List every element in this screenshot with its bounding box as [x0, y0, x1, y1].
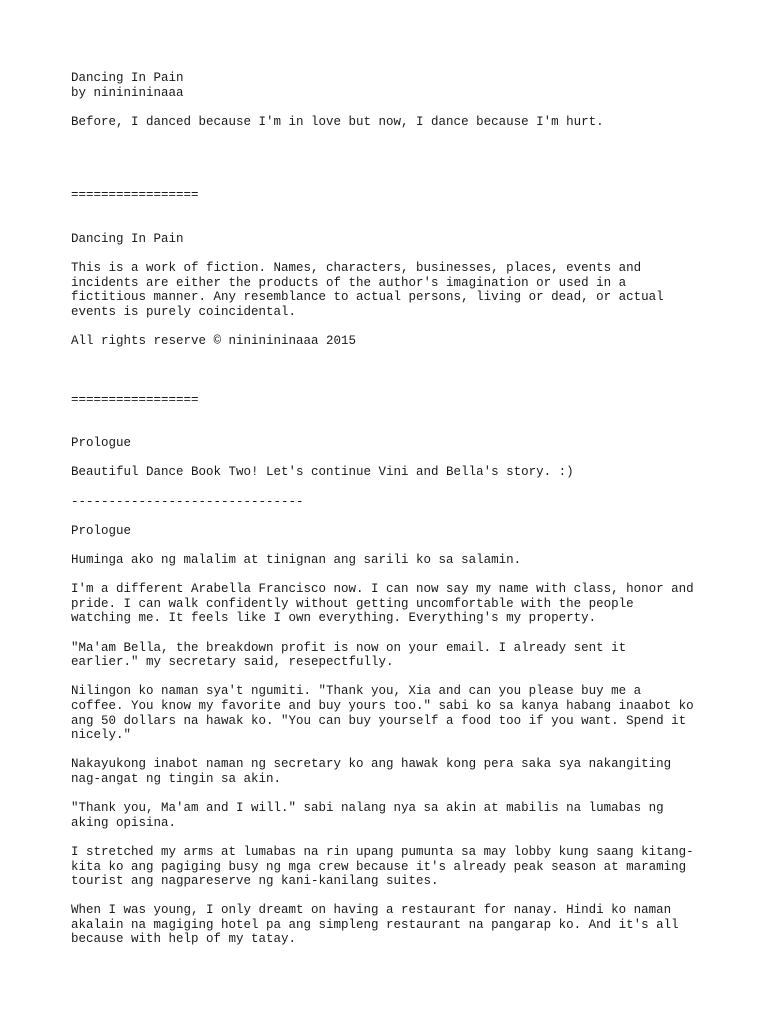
prologue-heading: Prologue — [71, 523, 132, 538]
disclaimer-line: incidents are either the products of the author's imagination or used in a — [71, 275, 627, 290]
disclaimer-paragraph — [71, 261, 728, 319]
prose-paragraph — [71, 845, 728, 889]
tagline: Before, I danced because I'm in love but now, I dance because I'm hurt. — [71, 114, 604, 129]
prose-line: Nakayukong inabot naman ng secretary ko ang hawak kong pera saka sya nakangiting — [71, 757, 672, 772]
prose-line: ang 50 dollars na hawak ko. "You can buy yourself a food too if you want. Spend it — [71, 713, 687, 728]
prose-line: nicely." — [71, 728, 132, 743]
prose-line: because with help of my tatay. — [71, 932, 297, 947]
prose-paragraph — [71, 903, 728, 947]
prose-paragraph — [71, 641, 728, 670]
prose-paragraph — [71, 553, 728, 568]
prose-paragraph — [71, 757, 728, 786]
prose-line: pride. I can walk confidently without getting uncomfortable with the people — [71, 596, 634, 611]
rights-notice: All rights reserve © nininininaaa 2015 — [71, 333, 357, 348]
prose-line: coffee. You know my favorite and buy yours too." sabi ko sa kanya habang inaabot ko — [71, 698, 694, 713]
prose-line: tourist ang nagpareserve ng kani-kanilang suites. — [71, 874, 439, 889]
prose-line: When I was young, I only dreamt on having a restaurant for nanay. Hindi ko naman — [71, 903, 672, 918]
prose-line: "Thank you, Ma'am and I will." sabi nalang nya sa akin at mabilis na lumabas ng — [71, 801, 664, 816]
prose-line: akalain na magiging hotel pa ang simpleng restaurant na pangarap ko. And it's all — [71, 917, 679, 932]
disclaimer-line: This is a work of fiction. Names, characters, businesses, places, events and — [71, 260, 642, 275]
prose-paragraph — [71, 684, 728, 742]
author-note: Beautiful Dance Book Two! Let's continue Vini and Bella's story. :) — [71, 465, 574, 480]
prologue-heading: Prologue — [71, 436, 132, 451]
disclaimer-line: fictitious manner. Any resemblance to actual persons, living or dead, or actual — [71, 290, 664, 305]
separator: ================= — [71, 392, 199, 407]
prose-line: aking opisina. — [71, 815, 177, 830]
dash-divider: ------------------------------- — [71, 494, 304, 509]
book-title: Dancing In Pain — [71, 71, 184, 85]
prose-line: earlier." my secretary said, resepectfully. — [71, 655, 394, 670]
author-byline: by nininininaaa — [71, 85, 184, 100]
section-title: Dancing In Pain — [71, 231, 184, 246]
prose-line: "Ma'am Bella, the breakdown profit is now on your email. I already sent it — [71, 640, 627, 655]
separator: ================= — [71, 187, 199, 202]
prose-paragraph — [71, 582, 728, 626]
prologue-body — [71, 553, 728, 947]
prose-line: kita ko ang pagiging busy ng mga crew because it's already peak season at maraming — [71, 859, 687, 874]
prose-line: watching me. It feels like I own everything. Everything's my property. — [71, 611, 597, 626]
prose-line: Huminga ako ng malalim at tinignan ang sarili ko sa salamin. — [71, 553, 522, 568]
prose-line: I'm a different Arabella Francisco now. I can now say my name with class, honor and — [71, 582, 694, 597]
disclaimer-line: events is purely coincidental. — [71, 304, 297, 319]
prose-line: nag-angat ng tingin sa akin. — [71, 771, 282, 786]
prose-paragraph — [71, 801, 728, 830]
prose-line: I stretched my arms at lumabas na rin upang pumunta sa may lobby kung saang kitang- — [71, 844, 694, 859]
prose-line: Nilingon ko naman sya't ngumiti. "Thank you, Xia and can you please buy me a — [71, 684, 642, 699]
